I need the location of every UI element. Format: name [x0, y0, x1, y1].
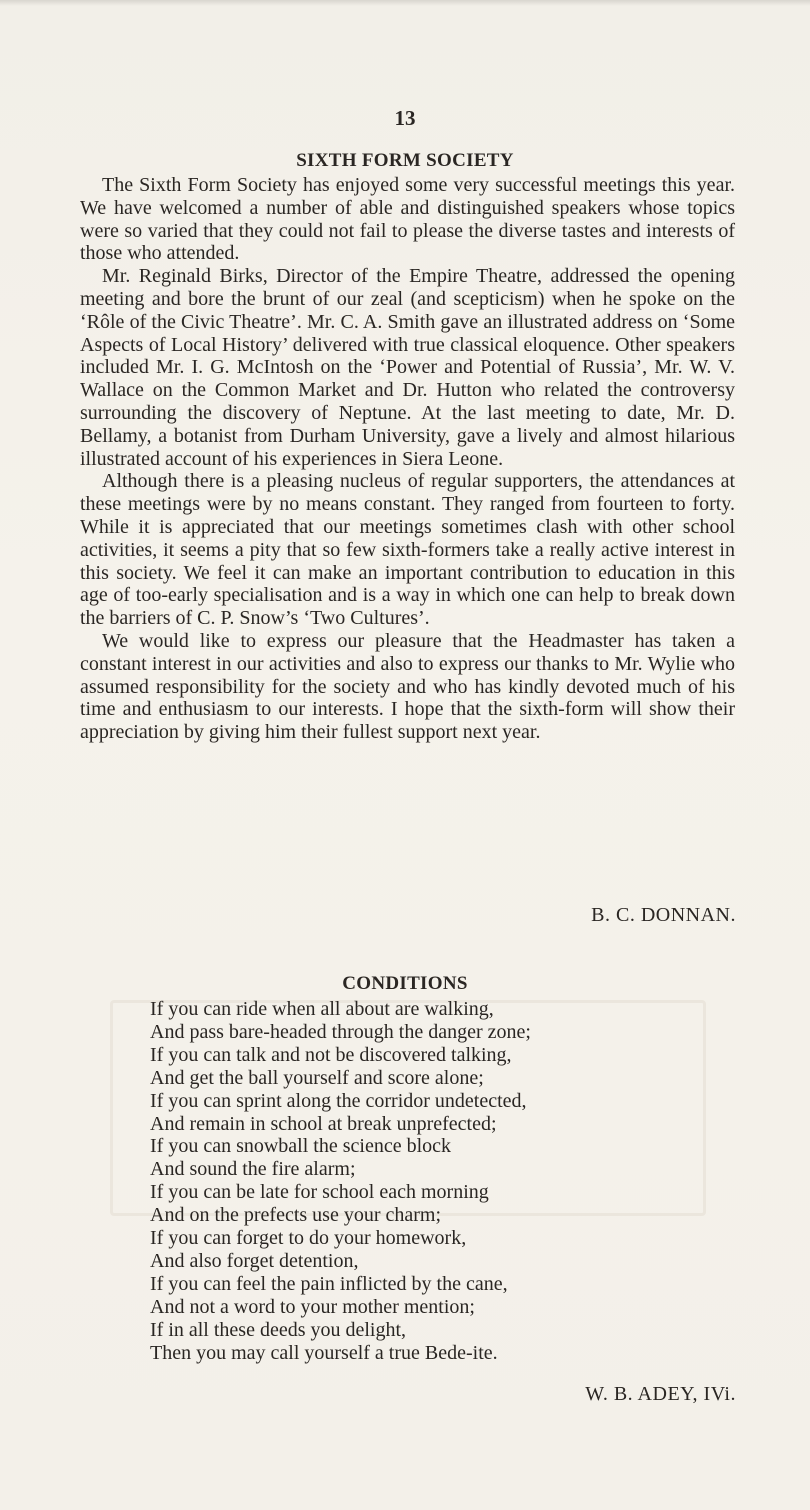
page-edge — [0, 0, 810, 6]
poem-line: And also forget detention, — [150, 1249, 359, 1272]
poem-line: If you can forget to do your homework, — [150, 1227, 467, 1250]
poem-line: If you can snowball the science block — [150, 1135, 452, 1158]
poem-line: And get the ball yourself and score alone; — [150, 1066, 484, 1089]
article-author: B. C. DONNAN. — [591, 904, 736, 926]
poem-line: And not a word to your mother mention; — [150, 1295, 475, 1318]
article-paragraph: Although there is a pleasing nucleus of regular supporters, the attendances at these meetings were by no means constant. They ranged from fourteen to forty. While it is appreciated that our meetings sometimes clash with other school activities, it seems a pity that so few sixth-formers take a really active interest in this society. We feel it can make an important contribution to education in this age of too-early specialisation and is a way in which one can help to break down the barriers of C. P. Snow’s ‘Two Cultures’. — [80, 470, 735, 630]
poem-line: If you can sprint along the corridor undetected, — [150, 1089, 527, 1112]
poem-title: CONDITIONS — [342, 973, 468, 994]
poem-line: Then you may call yourself a true Bede-ite. — [150, 1341, 498, 1364]
poem-line: And on the prefects use your charm; — [150, 1204, 442, 1227]
poem-line: And sound the fire alarm; — [150, 1158, 356, 1181]
poem-body — [150, 998, 750, 1365]
poem-line: If in all these deeds you delight, — [150, 1318, 407, 1341]
article-body — [80, 174, 735, 744]
poem-line: If you can ride when all about are walking, — [150, 998, 494, 1020]
article-paragraph: Mr. Reginald Birks, Director of the Empire Theatre, addressed the opening meeting and bore the brunt of our zeal (and scepticism) when he spoke on the ‘Rôle of the Civic Theatre’. Mr. C. A. Smith gave an illustrated address on ‘Some Aspects of Local History’ delivered with true classical eloquence. Other speakers included Mr. I. G. McIntosh on the ‘Power and Potential of Russia’, Mr. W. V. Wallace on the Common Market and Dr. Hutton who related the controversy surrounding the discovery of Neptune. At the last meeting to date, Mr. D. Bellamy, a botanist from Durham University, gave a lively and almost hilarious illustrated account of his experiences in Siera Leone. — [80, 265, 735, 470]
poem-author: W. B. ADEY, IVi. — [585, 1383, 736, 1405]
article-title: SIXTH FORM SOCIETY — [296, 150, 514, 171]
article-paragraph: The Sixth Form Society has enjoyed some very successful meetings this year. We have welcomed a number of able and distinguished speakers whose topics were so varied that they could not fail to please the diverse tastes and interests of those who attended. — [80, 174, 735, 265]
article-paragraph: We would like to express our pleasure that the Headmaster has taken a constant interest in our activities and also to express our thanks to Mr. Wylie who assumed responsibility for the society and who has kindly devoted much of his time and enthusiasm to our interests. I hope that the sixth-form will show their appreciation by giving him their fullest support next year. — [80, 629, 735, 744]
poem-line: If you can talk and not be discovered talking, — [150, 1043, 512, 1066]
poem-line: And pass bare-headed through the danger zone; — [150, 1020, 531, 1043]
poem-line: And remain in school at break unprefected; — [150, 1112, 497, 1135]
poem-line: If you can feel the pain inflicted by the cane, — [150, 1272, 508, 1295]
page-number: 13 — [394, 106, 416, 130]
poem-line: If you can be late for school each morning — [150, 1181, 489, 1204]
